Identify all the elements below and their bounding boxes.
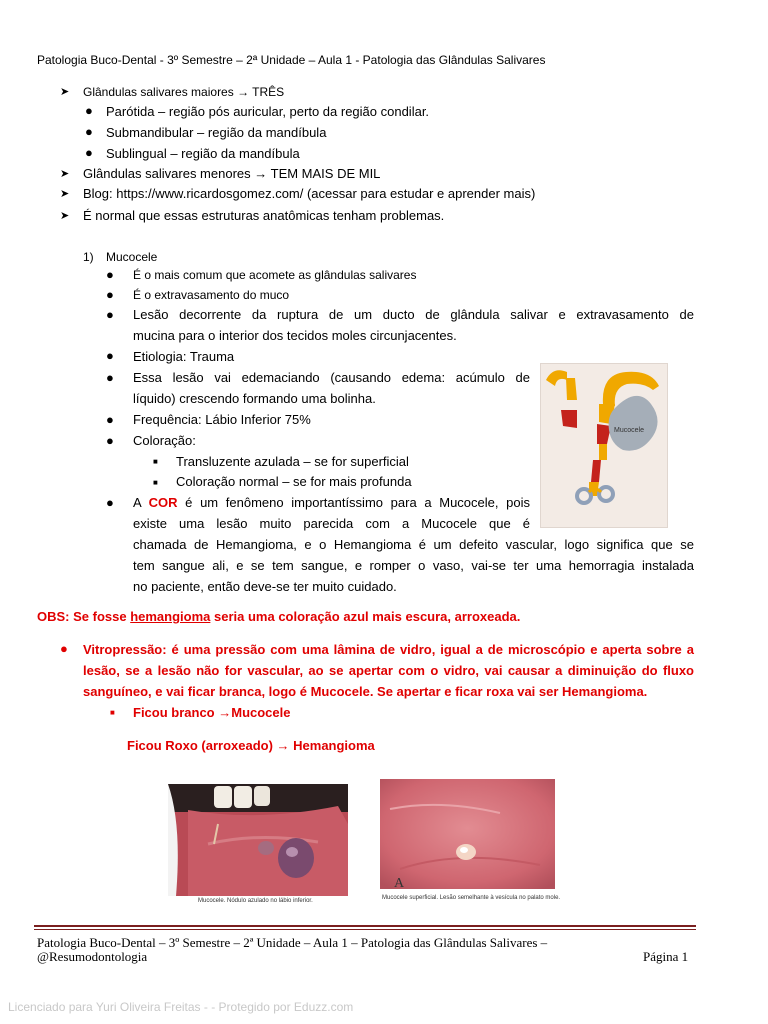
bullet-dot-icon: ● — [85, 145, 93, 160]
intro-item-normal: É normal que essas estruturas anatômicas tenham problemas. — [83, 208, 445, 223]
photo-left-caption: Mucocele. Nódulo azulado no lábio inferior. — [198, 898, 313, 904]
intro-sub-submandibular: Submandibular – região da mandíbula — [106, 125, 327, 140]
mucocele-bullet-cor-line5: no paciente, então deve-se ter muito cuidado. — [133, 579, 397, 594]
mucocele-bullet-common: É o mais comum que acomete as glândulas salivares — [133, 268, 417, 282]
bullet-dot-icon: ● — [85, 124, 93, 139]
right-arrow-icon: → — [254, 166, 268, 181]
right-arrow-icon: → — [276, 738, 290, 753]
arrow-bullet-icon: ➤ — [60, 210, 70, 222]
mucocele-bullet-etiology: Etiologia: Trauma — [133, 349, 235, 364]
mucocele-diagram — [540, 363, 668, 528]
footer-rule-thin — [34, 929, 696, 930]
mucocele-bullet-cor-line3: chamada de Hemangioma, e o Hemangioma é um defeito vascular, logo significa que se — [133, 537, 694, 552]
bullet-dot-icon: ● — [106, 412, 114, 427]
mucocele-bullet-extravasation: É o extravasamento do muco — [133, 288, 290, 302]
mucocele-bullet-frequency: Frequência: Lábio Inferior 75% — [133, 412, 311, 427]
mucocele-bullet-cor-line4: tem sangue ali, e se tem sangue, e romper o vaso, vai-se ter uma hemorragia instalada — [133, 558, 694, 573]
intro-item-blog: Blog: https://www.ricardosgomez.com/ (acessar para estudar e aprender mais) — [83, 186, 536, 201]
page-header-title: Patologia Buco-Dental - 3º Semestre – 2ª Unidade – Aula 1 - Patologia das Glândulas Salivares — [37, 53, 546, 67]
diagram-label-mucocele: Mucocele — [614, 427, 644, 434]
bullet-dot-icon: ● — [106, 370, 114, 385]
photo-soft-palate-mucocele — [380, 779, 561, 906]
mucocele-bullet-color: Coloração: — [133, 433, 196, 448]
square-bullet-icon: ■ — [153, 457, 158, 466]
footer-rule — [34, 925, 696, 927]
bullet-dot-icon: ● — [106, 433, 114, 448]
lip-photo-illustration — [168, 784, 348, 896]
photo-lower-lip-mucocele — [168, 784, 348, 909]
mucocele-bullet-edema-line1: Essa lesão vai edemaciando (causando edema: acúmulo de — [133, 370, 530, 385]
color-sub-deep: Coloração normal – se for mais profunda — [176, 474, 412, 489]
arrow-bullet-icon: ➤ — [60, 86, 70, 98]
bullet-dot-icon: ● — [106, 348, 114, 363]
mucocele-bullet-cor-line2: existe uma lesão muito parecida com a Mucocele que é — [133, 516, 530, 531]
bullet-dot-icon: ● — [106, 307, 114, 322]
bullet-dot-icon: ● — [106, 287, 114, 302]
bullet-dot-icon: ● — [106, 495, 114, 510]
right-arrow-icon: → — [218, 705, 232, 720]
svg-text:A: A — [394, 876, 405, 889]
intro-item-major: Glândulas salivares maiores → TRÊS — [83, 85, 285, 99]
mucocele-bullet-cor-line1: A COR é um fenômeno importantíssimo para a Mucocele, pois — [133, 495, 530, 510]
bullet-dot-icon: ● — [106, 267, 114, 282]
license-watermark: Licenciado para Yuri Oliveira Freitas - - Protegido por Eduzz.com — [8, 1000, 354, 1014]
result-white: Ficou branco →Mucocele — [133, 705, 291, 720]
intro-sub-sublingual: Sublingual – região da mandíbula — [106, 146, 300, 161]
photo-right-caption: Mucocele superficial. Lesão semelhante à vesícula no palato mole. — [382, 895, 561, 901]
square-bullet-icon: ■ — [153, 478, 158, 487]
vitro-line1: Vitropressão: é uma pressão com uma lâmina de vidro, igual a de microscópio e aperta sobre a — [83, 642, 694, 657]
intro-item-minor: Glândulas salivares menores → TEM MAIS DE MIL — [83, 166, 381, 181]
section-number: 1) — [83, 250, 94, 264]
arrow-bullet-icon: ➤ — [60, 188, 70, 200]
footer-page-number: Página 1 — [643, 949, 689, 964]
bullet-dot-icon: ● — [60, 641, 68, 656]
result-purple: Ficou Roxo (arroxeado) → Hemangioma — [127, 738, 375, 753]
mucocele-bullet-lesion-line1: Lesão decorrente da ruptura de um ducto de glândula salivar e extravasamento de — [133, 307, 694, 322]
footer-title: Patologia Buco-Dental – 3º Semestre – 2ª Unidade – Aula 1 – Patologia das Glândulas Salivares – — [37, 935, 548, 950]
arrow-bullet-icon: ➤ — [60, 168, 70, 180]
mucocele-bullet-edema-line2: líquido) crescendo formando uma bolinha. — [133, 391, 376, 406]
vitro-line3: sanguíneo, e vai ficar branca, logo é Mucocele. Se apertar e ficar roxa vai ser Hemangioma. — [83, 684, 648, 699]
palate-photo-illustration — [380, 779, 555, 889]
footer-handle: @Resumodontologia — [37, 949, 148, 964]
intro-sub-parotida: Parótida – região pós auricular, perto da região condilar. — [106, 104, 430, 119]
vitro-line2: lesão, se a lesão não for vascular, ao se apertar com o vidro, vai causar a diminuição do fluxo — [83, 663, 694, 678]
color-sub-superficial: Transluzente azulada – se for superficial — [176, 454, 409, 469]
gland-duct-illustration — [541, 364, 667, 527]
mucocele-bullet-lesion-line2: mucina para o interior dos tecidos moles circunjacentes. — [133, 328, 457, 343]
section-title: Mucocele — [106, 250, 158, 264]
obs-note: OBS: Se fosse hemangioma seria uma coloração azul mais escura, arroxeada. — [37, 609, 521, 624]
square-bullet-icon: ■ — [110, 708, 115, 717]
bullet-dot-icon: ● — [85, 103, 93, 118]
